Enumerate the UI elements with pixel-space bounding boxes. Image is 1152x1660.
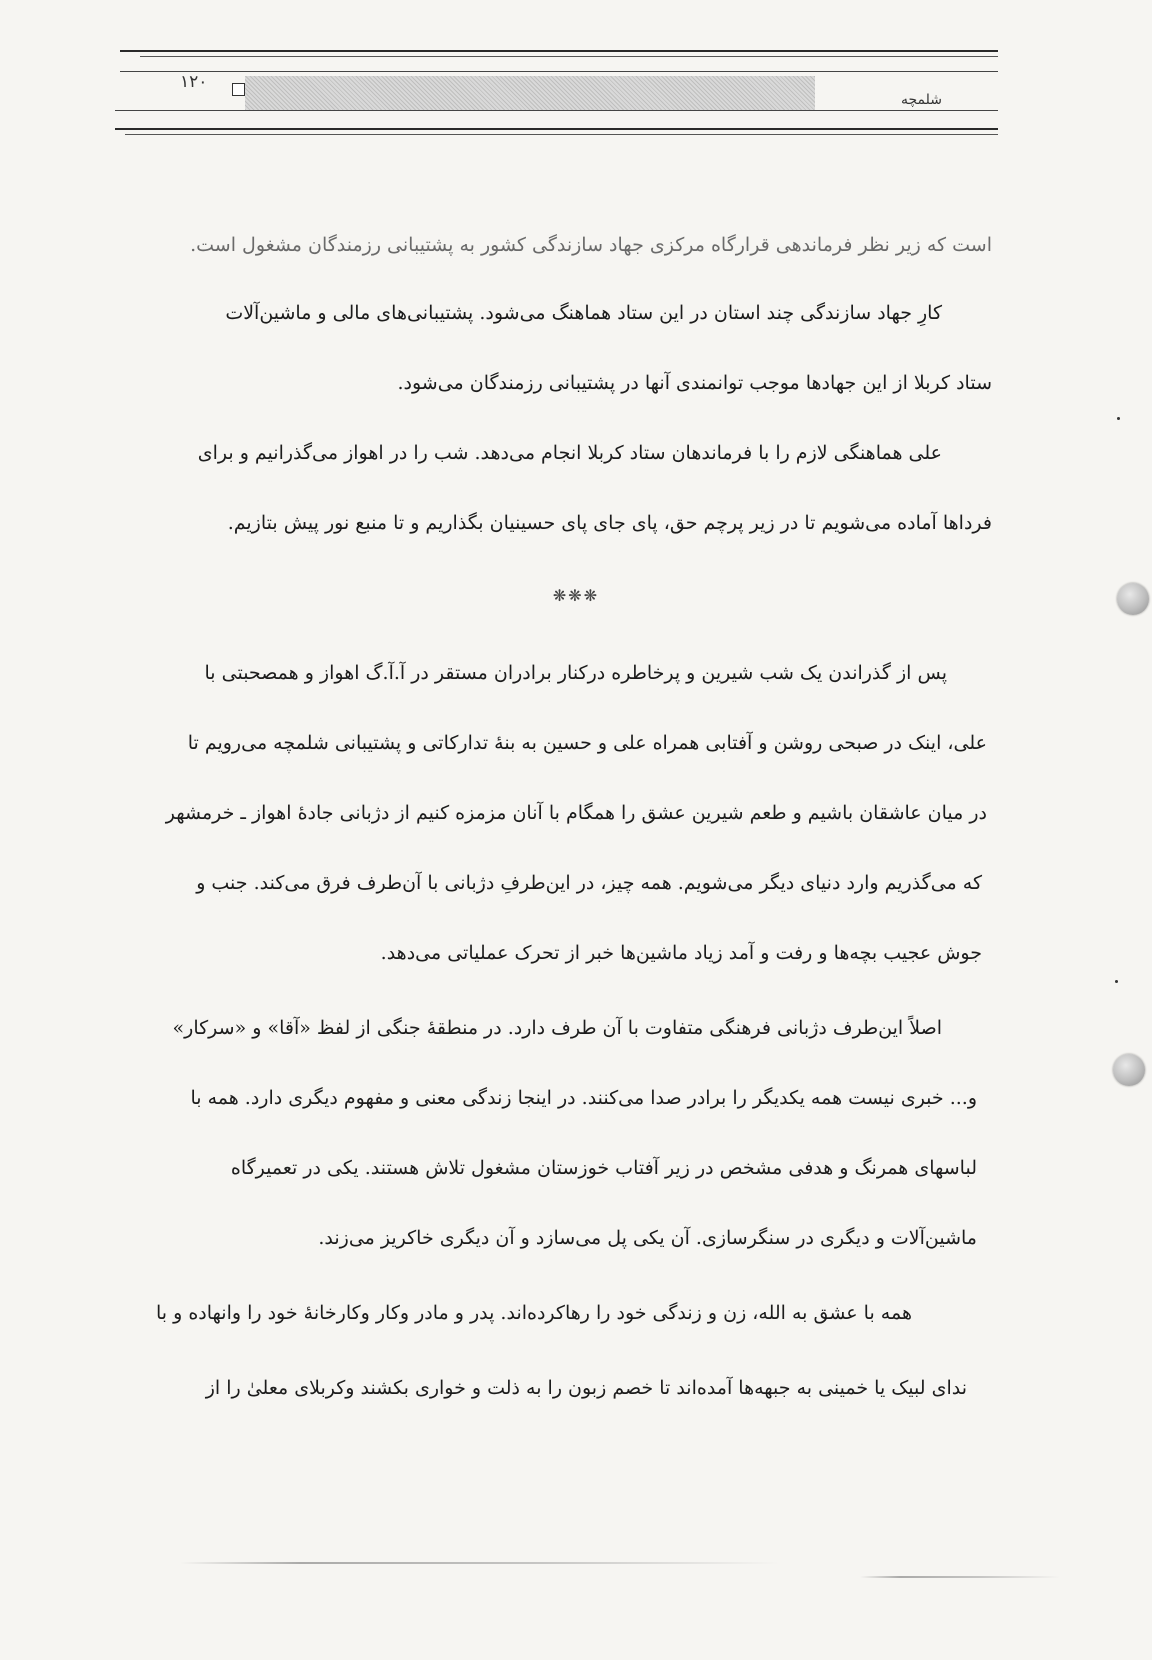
- running-title: شلمچه: [900, 92, 942, 108]
- text-line: است که زیر نظر فرماندهی قرارگاه مرکزی جهاد سازندگی کشور به پشتیبانی رزمندگان مشغول است.: [190, 234, 992, 256]
- text-line: که می‌گذریم وارد دنیای دیگر می‌شویم. همه چیز، در این‌طرفِ دژبانی با آن‌طرف فرق می‌کند. جنب و: [196, 872, 982, 894]
- text-line: ماشین‌آلات و دیگری در سنگرسازی. آن یکی پل می‌سازد و آن دیگری خاکریز می‌زند.: [318, 1227, 977, 1249]
- header-bottom-thick-rule: [115, 128, 998, 130]
- text-line: اصلاً این‌طرف دژبانی فرهنگی متفاوت با آن طرف دارد. در منطقهٔ جنگی از لفظ «آقا» و «سرکار»: [172, 1017, 942, 1039]
- header-shaded-band: [245, 76, 815, 110]
- scan-speck: [1115, 980, 1118, 983]
- header-square-ornament: [232, 83, 245, 96]
- header-mid-rule: [120, 71, 998, 72]
- text-line: فرداها آماده می‌شویم تا در زیر پرچم حق، پای جای پای حسینیان بگذاریم و تا منبع نور پیش بتازیم.: [227, 512, 992, 534]
- text-line: در میان عاشقان باشیم و طعم شیرین عشق را همگام با آنان مزمزه کنیم از دژبانی جادهٔ اهواز ـ خرمشهر: [165, 802, 987, 824]
- text-line: پس از گذراندن یک شب شیرین و پرخاطره درکنار برادران مستقر در آ.آ.گ اهواز و همصحبتی با: [204, 662, 947, 684]
- text-line: علی هماهنگی لازم را با فرماندهان ستاد کربلا انجام می‌دهد. شب را در اهواز می‌گذرانیم و برای: [197, 442, 942, 464]
- text-line: و... خبری نیست همه یکدیگر را برادر صدا می‌کنند. در اینجا زندگی معنی و مفهوم دیگری دارد. همه با: [190, 1087, 977, 1109]
- text-line: ستاد کربلا از این جهادها موجب توانمندی آنها در پشتیبانی رزمندگان می‌شود.: [397, 372, 992, 394]
- scan-streak: [180, 1562, 780, 1564]
- text-line: ندای لبیک یا خمینی به جبهه‌ها آمده‌اند تا خصم زبون را به ذلت و خواری بکشند وکربلای معلیٰ را از: [205, 1377, 967, 1399]
- binder-hole: [1117, 583, 1149, 615]
- header-top-rule: [120, 50, 998, 52]
- text-line: همه با عشق به الله، زن و زندگی خود را رهاکرده‌اند. پدر و مادر وکار وکارخانهٔ خود را وانهاده و با: [156, 1302, 912, 1324]
- header-bottom-rule: [115, 110, 998, 111]
- scan-speck: [1117, 417, 1120, 420]
- binder-hole: [1113, 1054, 1145, 1086]
- text-line: کارِ جهاد سازندگی چند استان در این ستاد هماهنگ می‌شود. پشتیبانی‌های مالی و ماشین‌آلات: [225, 302, 942, 324]
- scan-streak: [860, 1576, 1060, 1578]
- text-line: علی، اینک در صبحی روشن و آفتابی همراه علی و حسین به بنهٔ تدارکاتی و پشتیبانی شلمچه می‌رویم تا: [187, 732, 987, 754]
- text-line: لباسهای همرنگ و هدفی مشخص در زیر آفتاب خوزستان مشغول تلاش هستند. یکی در تعمیرگاه: [230, 1157, 977, 1179]
- header-top-thin-rule: [140, 56, 998, 57]
- section-separator: ❋❋❋: [552, 586, 600, 605]
- header-bottom-thin-rule: [125, 134, 998, 135]
- text-line: جوش عجیب بچه‌ها و رفت و آمد زیاد ماشین‌ها خبر از تحرک عملیاتی می‌دهد.: [380, 942, 982, 964]
- page-number: ۱۲۰: [180, 72, 208, 92]
